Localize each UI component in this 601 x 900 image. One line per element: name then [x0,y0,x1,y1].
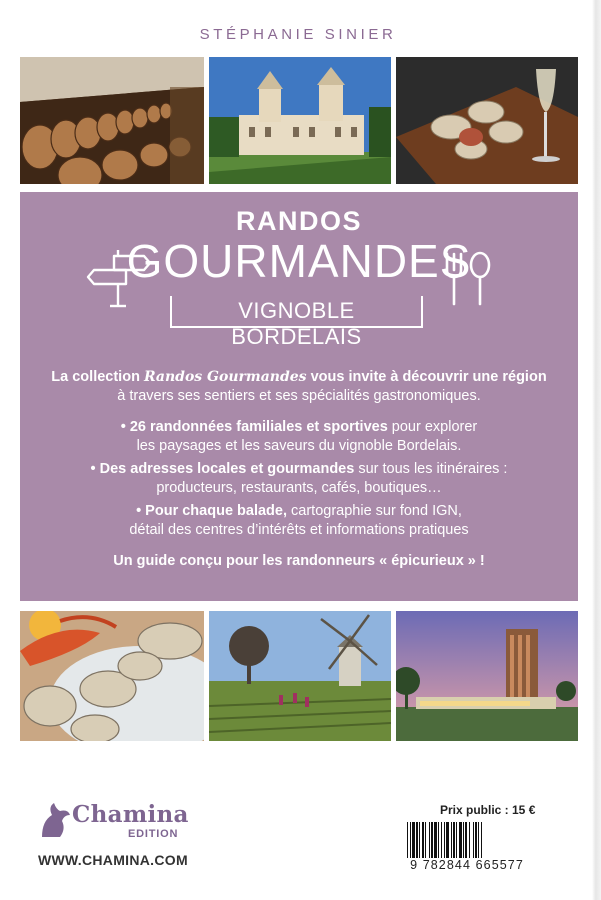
subtitle-vignoble: VIGNOBLE BORDELAIS [231,298,362,349]
feature-bold: • Pour chaque balade, [136,503,287,519]
publisher-website[interactable]: WWW.CHAMINA.COM [38,852,188,868]
feature-item [20,502,578,540]
title-gourmandes: GOURMANDES [126,235,472,287]
oysters-and-wine-photo [396,57,578,184]
publisher-logo [38,801,188,843]
barcode-bar [473,822,474,860]
modern-winery-tower-photo [396,611,578,741]
barcode-bar [451,822,452,860]
feature-item [20,460,578,498]
feature-list [20,418,578,544]
intro-line2: à travers ses sentiers et ses spécialités gastronomiques. [117,388,481,404]
feature-line2: producteurs, restaurants, cafés, boutiques… [156,480,442,496]
intro-before: La collection [51,369,144,385]
feature-bold: • Des adresses locales et gourmandes [90,461,355,477]
public-price: Prix public : 15 € [440,803,536,817]
intro-text [20,368,578,406]
bordeaux-chateau-photo [209,57,391,184]
feature-item [20,418,578,456]
feature-line2: les paysages et les saveurs du vignoble Bordelais. [136,438,462,454]
publisher-name: Chamina [72,801,189,828]
barcode-bar [416,822,418,860]
cover-edge [592,0,601,900]
closing-tagline: Un guide conçu pour les randonneurs « épicurieux » ! [113,553,485,569]
intro-brand: Randos Gourmandes [143,369,307,385]
barcode-bar [412,822,415,860]
author-name: STÉPHANIE SINIER [199,26,397,43]
barcode-bar [481,822,482,860]
barcode-bar [422,822,424,860]
barcode-bar [410,822,411,860]
oysters-platter-photo [20,611,204,741]
feature-rest: sur tous les itinéraires : [354,461,508,477]
feature-rest: pour explorer [387,419,478,435]
isbn-number: 9 782844 665577 [403,858,531,872]
intro-after: vous invite à découvrir une région [306,369,547,385]
barcode-bar [459,822,462,860]
signpost-icon [86,246,152,312]
title-randos: RANDOS [235,206,362,236]
fork-spoon-icon [443,250,493,308]
barcode-bar [469,822,470,860]
isbn-barcode [403,822,531,884]
feature-rest: cartographie sur fond IGN, [287,503,462,519]
wine-barrel-cellar-photo [20,57,204,184]
barcode-bar [465,822,467,860]
barcode-bar [446,822,449,860]
barcode-bar [438,822,439,860]
barcode-bar [434,822,437,860]
description-panel [20,192,578,601]
barcode-bar [407,822,408,860]
feature-bold: • 26 randonnées familiales et sportives [120,419,388,435]
windmill-vineyard-photo [209,611,391,741]
barcode-bar [478,822,479,860]
barcode-bar [419,822,420,860]
barcode-bar [475,822,477,860]
barcode-bar [456,822,457,860]
subtitle-frame [170,296,423,349]
chamois-logo-icon [38,801,74,841]
barcode-bar [463,822,464,860]
barcode-bar [441,822,442,860]
barcode-bar [429,822,430,860]
feature-line2: détail des centres d’intérêts et informations pratiques [129,522,469,538]
barcode-bar [431,822,433,860]
publisher-edition: EDITION [128,828,179,840]
barcode-bar [444,822,445,860]
barcode-bar [453,822,455,860]
barcode-bar [425,822,426,860]
